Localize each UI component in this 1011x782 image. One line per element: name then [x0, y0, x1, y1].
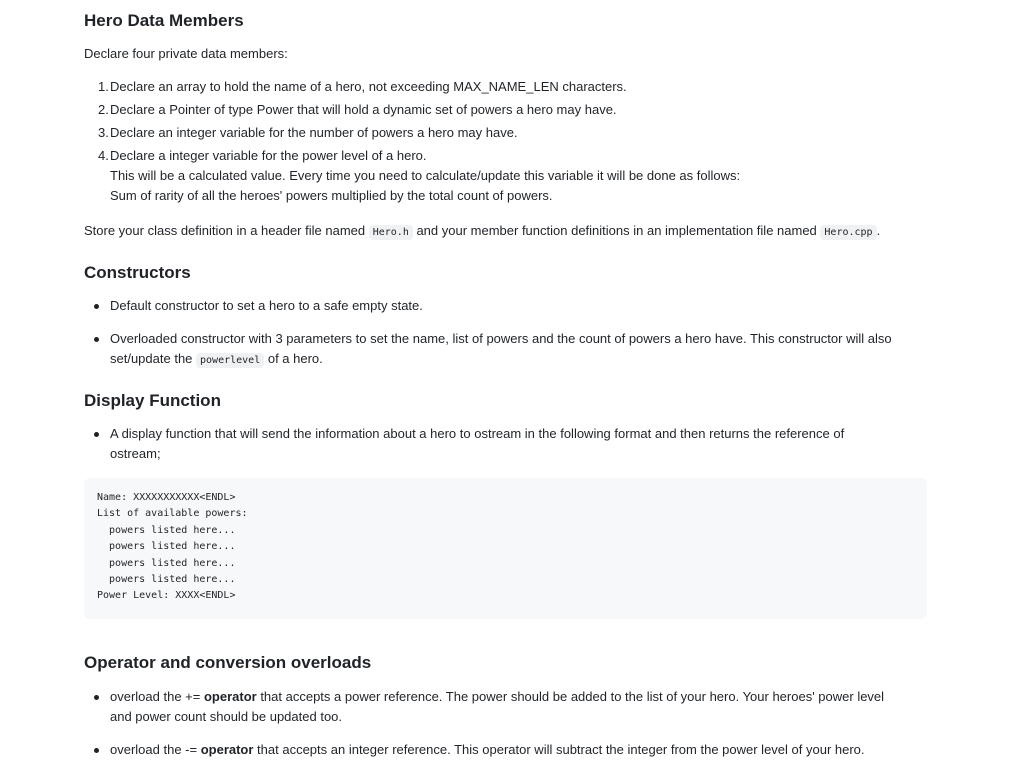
store-files-text: Store your class definition in a header file named Hero.h and your member function definitions in an implementation file named Hero.cpp . — [84, 223, 881, 238]
bullet-icon — [94, 748, 99, 753]
code-line: powers listed here... — [97, 557, 236, 569]
hero-data-members-list — [84, 77, 944, 206]
bullet-icon — [94, 432, 99, 437]
display-list — [84, 424, 944, 464]
heading-display-function: Display Function — [84, 391, 221, 410]
list-item: 1. Declare an array to hold the name of a hero, not exceeding MAX_NAME_LEN characters. — [98, 79, 627, 94]
heading-operator-overloads: Operator and conversion overloads — [84, 653, 372, 672]
list-item: 3. Declare an integer variable for the number of powers a hero may have. — [98, 125, 518, 140]
bullet-icon — [94, 337, 99, 342]
heading-constructors: Constructors — [84, 263, 191, 282]
list-item: Overloaded constructor with 3 parameters to set the name, list of powers and the count of powers a hero have. This constructor will also set/update the powerlevel of a hero. — [84, 329, 944, 371]
bullet-icon — [94, 304, 99, 309]
list-item: 2. Declare a Pointer of type Power that will hold a dynamic set of powers a hero may have. — [98, 102, 617, 117]
code-line: powers listed here... — [97, 541, 236, 553]
hero-intro-text: Declare four private data members: — [84, 46, 288, 61]
operators-list — [84, 687, 944, 760]
code-powerlevel: powerlevel — [196, 353, 264, 368]
list-item: A display function that will send the information about a hero to ostream in the following format and then returns the reference of ostream; — [84, 424, 944, 464]
list-item: overload the += operator that accepts a power reference. The power should be added to the list of your hero. Your heroes' power level and power count should be updated too. — [84, 687, 944, 727]
bullet-icon — [94, 695, 99, 700]
list-item: 4. Declare a integer variable for the power level of a hero. This will be a calculated value. Every time you need to calculate/update this variable it will be done as follows: Sum of rarity of all the heroes' powers multiplied by the total count of powers. — [98, 148, 741, 203]
list-item: overload the -= operator that accepts an integer reference. This operator will subtract the integer from the power level of your hero. — [84, 740, 944, 760]
list-item: Default constructor to set a hero to a safe empty state. — [84, 296, 944, 316]
code-line: Power Level: XXXX<ENDL> — [97, 590, 236, 602]
code-line: List of available powers: — [97, 508, 248, 520]
display-format-code-block — [84, 478, 927, 619]
constructors-list — [84, 296, 944, 371]
heading-hero-data-members: Hero Data Members — [84, 11, 244, 30]
code-line: Name: XXXXXXXXXXX<ENDL> — [97, 492, 236, 503]
code-hero-h: Hero.h — [369, 225, 413, 240]
code-hero-cpp: Hero.cpp — [820, 225, 876, 240]
code-line: powers listed here... — [97, 524, 236, 536]
code-line: powers listed here... — [97, 574, 236, 586]
